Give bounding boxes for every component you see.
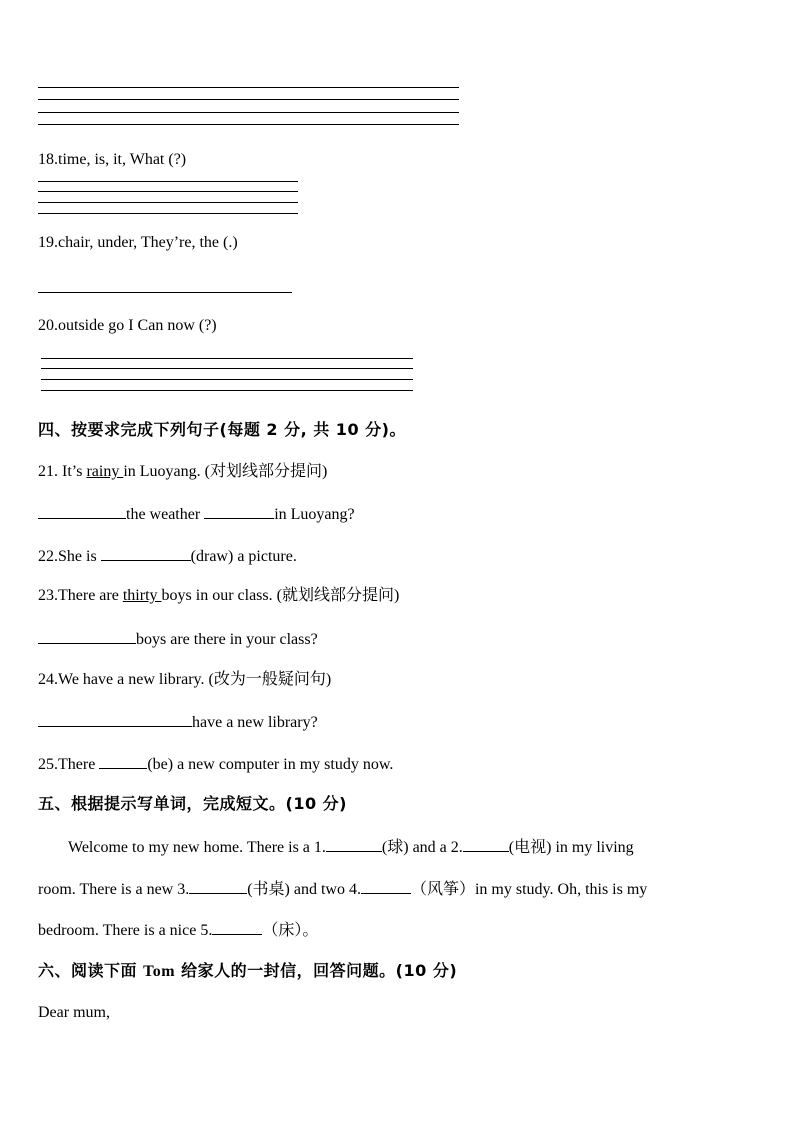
- answer-blank[interactable]: [361, 878, 411, 894]
- letter-greeting: Dear mum,: [38, 1004, 110, 1021]
- passage-line-3: bedroom. There is a nice 5. （床）。: [38, 919, 318, 941]
- answer-line: [38, 202, 298, 203]
- answer-blank[interactable]: [38, 628, 136, 644]
- answer-blank[interactable]: [463, 836, 509, 852]
- answer-blank[interactable]: [38, 711, 192, 727]
- section-5-title: 五、根据提示写单词，完成短文。(10 分): [38, 794, 347, 813]
- answer-line: [38, 99, 459, 100]
- underlined-word: thirty: [122, 587, 162, 604]
- answer-line: [38, 112, 459, 113]
- answer-blank[interactable]: [204, 503, 274, 519]
- underlined-word: rainy: [86, 463, 124, 480]
- answer-line: [38, 87, 459, 88]
- question-23-answer: boys are there in your class?: [38, 628, 318, 650]
- question-21-answer: the weather in Luoyang?: [38, 503, 355, 525]
- answer-line: [41, 358, 413, 359]
- question-19: 19.chair, under, They’re, the (.): [38, 234, 238, 251]
- question-24: 24.We have a new library. (改为一般疑问句): [38, 671, 332, 688]
- question-24-answer: have a new library?: [38, 711, 318, 733]
- answer-blank[interactable]: [189, 878, 247, 894]
- answer-blank[interactable]: [99, 753, 147, 769]
- answer-line: [41, 390, 413, 391]
- answer-blank[interactable]: [326, 836, 382, 852]
- answer-line: [38, 181, 298, 182]
- question-22: 22.She is (draw) a picture.: [38, 545, 297, 567]
- answer-line: [38, 124, 459, 125]
- answer-blank[interactable]: [38, 503, 126, 519]
- answer-blank[interactable]: [101, 545, 191, 561]
- answer-line: [38, 191, 298, 192]
- question-21: 21. It’s rainy in Luoyang. (对划线部分提问): [38, 463, 328, 480]
- passage-line-2: room. There is a new 3. (书桌) and two 4. （风筝）in my study. Oh, this is my: [38, 878, 647, 900]
- passage-line-1: Welcome to my new home. There is a 1. (球) and a 2. (电视) in my living: [68, 836, 634, 858]
- question-25: 25.There (be) a new computer in my study now.: [38, 753, 393, 775]
- answer-line: [41, 379, 413, 380]
- answer-line: [38, 292, 292, 293]
- question-20: 20.outside go I Can now (?): [38, 317, 217, 334]
- section-6-title: 六、阅读下面 Tom 给家人的一封信，回答问题。(10 分): [38, 961, 458, 980]
- question-23: 23.There are thirty boys in our class. (就划线部分提问): [38, 587, 400, 604]
- answer-line: [41, 368, 413, 369]
- question-18: 18.time, is, it, What (?): [38, 151, 187, 168]
- answer-blank[interactable]: [212, 919, 262, 935]
- answer-line: [38, 213, 298, 214]
- section-4-title: 四、按要求完成下列句子(每题 2 分, 共 10 分)。: [38, 420, 406, 439]
